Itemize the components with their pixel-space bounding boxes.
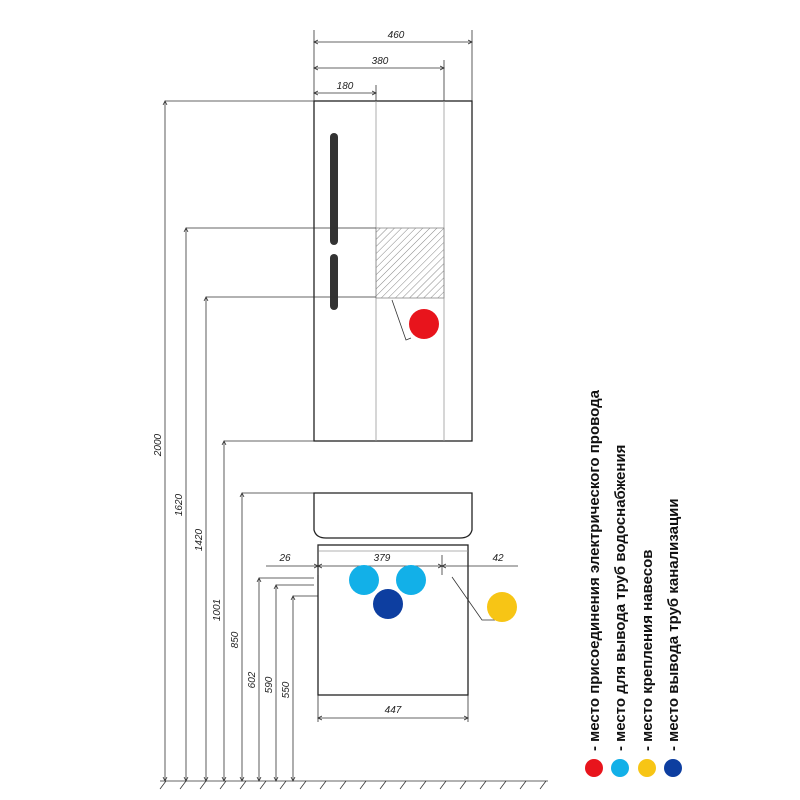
dim-42: 42 (492, 553, 504, 564)
dim-1001: 1001 (212, 598, 223, 622)
dim-180: 180 (336, 81, 354, 92)
cabinet-handle-lower (330, 254, 338, 310)
marker-sewer (373, 589, 403, 619)
dim-380: 380 (371, 56, 389, 67)
dim-550: 550 (281, 681, 292, 699)
electric-connection-zone (376, 228, 444, 298)
legend-label-electric: - место присоединения электрического провода (586, 390, 603, 751)
legend-label-sewer: - место вывода труб канализации (665, 498, 682, 751)
legend-swatch-darkblue (664, 759, 682, 777)
dim-2000: 2000 (153, 433, 164, 457)
marker-water-right (396, 565, 426, 595)
marker-electric-red (409, 309, 439, 339)
dim-447: 447 (384, 705, 402, 716)
legend-item-electric (585, 389, 603, 777)
legend-swatch-lightblue (611, 759, 629, 777)
legend-swatch-red (585, 759, 603, 777)
vanity-unit (318, 545, 468, 695)
leader-electric (392, 300, 411, 340)
vanity-dimension-lines (266, 545, 518, 575)
dim-850: 850 (230, 631, 241, 649)
legend-item-sewer (664, 498, 682, 777)
legend-item-water (611, 445, 629, 777)
dim-379: 379 (373, 553, 391, 564)
legend-swatch-yellow (638, 759, 656, 777)
dim-460: 460 (387, 30, 405, 41)
dim-602: 602 (247, 671, 258, 689)
marker-water-left (349, 565, 379, 595)
legend-label-water: - место для вывода труб водоснабжения (612, 444, 629, 751)
dim-1620: 1620 (174, 493, 185, 517)
floor-hatching (160, 781, 546, 789)
marker-hanger-yellow (487, 592, 517, 622)
washbasin (314, 493, 472, 538)
dim-1420: 1420 (194, 528, 205, 552)
legend-label-hanger: - место крепления навесов (639, 549, 656, 751)
legend-item-hanger (638, 550, 656, 777)
dim-590: 590 (264, 676, 275, 694)
dim-26: 26 (279, 553, 291, 564)
